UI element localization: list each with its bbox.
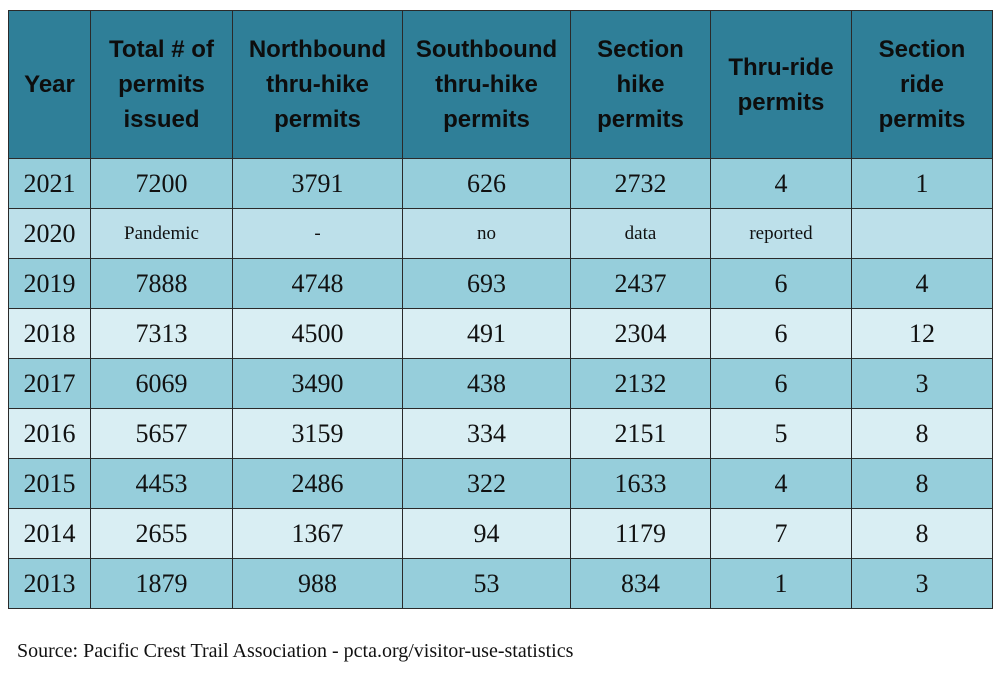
- table-cell: 2486: [233, 459, 403, 509]
- header-line: issued: [123, 106, 200, 133]
- year-cell: 2017: [9, 359, 91, 409]
- col-header-southbound: [403, 11, 571, 159]
- table-row: [9, 259, 993, 309]
- year-cell: 2021: [9, 159, 91, 209]
- header-line: Section: [878, 36, 966, 63]
- year-cell: 2018: [9, 309, 91, 359]
- table-cell: 693: [403, 259, 571, 309]
- table-cell: 4: [711, 159, 852, 209]
- table-cell: 3791: [233, 159, 403, 209]
- permits-table: [8, 10, 993, 609]
- table-cell: no: [403, 209, 571, 259]
- table-cell: 4453: [91, 459, 233, 509]
- table-cell: 2151: [571, 409, 711, 459]
- table-cell: 834: [571, 559, 711, 609]
- year-cell: 2020: [9, 209, 91, 259]
- col-header-northbound: [233, 11, 403, 159]
- table-row: [9, 309, 993, 359]
- table-cell: 2304: [571, 309, 711, 359]
- header-line: permits: [443, 106, 530, 133]
- table-cell: 6: [711, 359, 852, 409]
- table-cell: 491: [403, 309, 571, 359]
- header-line: Total # of: [109, 36, 214, 63]
- table-cell: 5: [711, 409, 852, 459]
- table-body: [9, 159, 993, 609]
- table-cell: 1879: [91, 559, 233, 609]
- table-cell: 7: [711, 509, 852, 559]
- table-cell: Pandemic: [91, 209, 233, 259]
- table-cell: 1633: [571, 459, 711, 509]
- table-row: [9, 209, 993, 259]
- table-cell: data: [571, 209, 711, 259]
- table-cell: 2132: [571, 359, 711, 409]
- table-cell: -: [233, 209, 403, 259]
- table-row: [9, 509, 993, 559]
- table-cell: 1: [711, 559, 852, 609]
- header-line: Northbound: [248, 36, 387, 63]
- header-line: Section: [597, 36, 684, 63]
- header-line: Southbound: [415, 36, 558, 63]
- table-cell: 4748: [233, 259, 403, 309]
- table-cell: 3490: [233, 359, 403, 409]
- col-header-year: [9, 11, 91, 159]
- table-header: [9, 11, 993, 159]
- col-header-thru-ride: [711, 11, 852, 159]
- table-cell: 5657: [91, 409, 233, 459]
- table-cell: 7200: [91, 159, 233, 209]
- table-row: [9, 559, 993, 609]
- table-cell: 4500: [233, 309, 403, 359]
- year-cell: 2019: [9, 259, 91, 309]
- table-cell: 334: [403, 409, 571, 459]
- table-cell: 988: [233, 559, 403, 609]
- header-row: [9, 11, 993, 159]
- table-cell: reported: [711, 209, 852, 259]
- table-cell: 2732: [571, 159, 711, 209]
- header-line: permits: [737, 88, 825, 116]
- table-cell: 7313: [91, 309, 233, 359]
- header-line: permits: [597, 106, 684, 133]
- table-cell: 3: [852, 559, 993, 609]
- table-cell: 2437: [571, 259, 711, 309]
- table-cell: 6069: [91, 359, 233, 409]
- table-cell: 8: [852, 459, 993, 509]
- table-cell: 6: [711, 309, 852, 359]
- col-header-section-ride: [852, 11, 993, 159]
- table-cell: 8: [852, 409, 993, 459]
- table-row: [9, 159, 993, 209]
- source-note: Source: Pacific Crest Trail Association - pcta.org/visitor-use-statistics: [17, 640, 574, 662]
- col-header-section-hike: [571, 11, 711, 159]
- table-cell: 7888: [91, 259, 233, 309]
- header-line: ride: [899, 71, 944, 98]
- header-line: thru-hike: [435, 71, 538, 98]
- table-cell: 438: [403, 359, 571, 409]
- header-line: Thru-ride: [728, 53, 834, 81]
- table-cell: 8: [852, 509, 993, 559]
- table-row: [9, 409, 993, 459]
- header-line: hike: [616, 71, 665, 98]
- year-cell: 2014: [9, 509, 91, 559]
- header-line: permits: [274, 106, 361, 133]
- table-cell: 1: [852, 159, 993, 209]
- year-cell: 2013: [9, 559, 91, 609]
- year-cell: 2015: [9, 459, 91, 509]
- header-line: Year: [24, 71, 75, 98]
- year-cell: 2016: [9, 409, 91, 459]
- table-cell: 2655: [91, 509, 233, 559]
- header-line: permits: [878, 106, 966, 133]
- table-cell: 94: [403, 509, 571, 559]
- table-row: [9, 359, 993, 409]
- table-cell: [852, 209, 993, 259]
- header-line: permits: [118, 71, 205, 98]
- table-row: [9, 459, 993, 509]
- table-cell: 4: [711, 459, 852, 509]
- table-cell: 626: [403, 159, 571, 209]
- table-cell: 6: [711, 259, 852, 309]
- table-cell: 3: [852, 359, 993, 409]
- table-cell: 1367: [233, 509, 403, 559]
- table-cell: 4: [852, 259, 993, 309]
- header-line: thru-hike: [266, 71, 369, 98]
- table-cell: 3159: [233, 409, 403, 459]
- table-cell: 1179: [571, 509, 711, 559]
- table-cell: 53: [403, 559, 571, 609]
- table-cell: 322: [403, 459, 571, 509]
- table-cell: 12: [852, 309, 993, 359]
- col-header-total-permits: [91, 11, 233, 159]
